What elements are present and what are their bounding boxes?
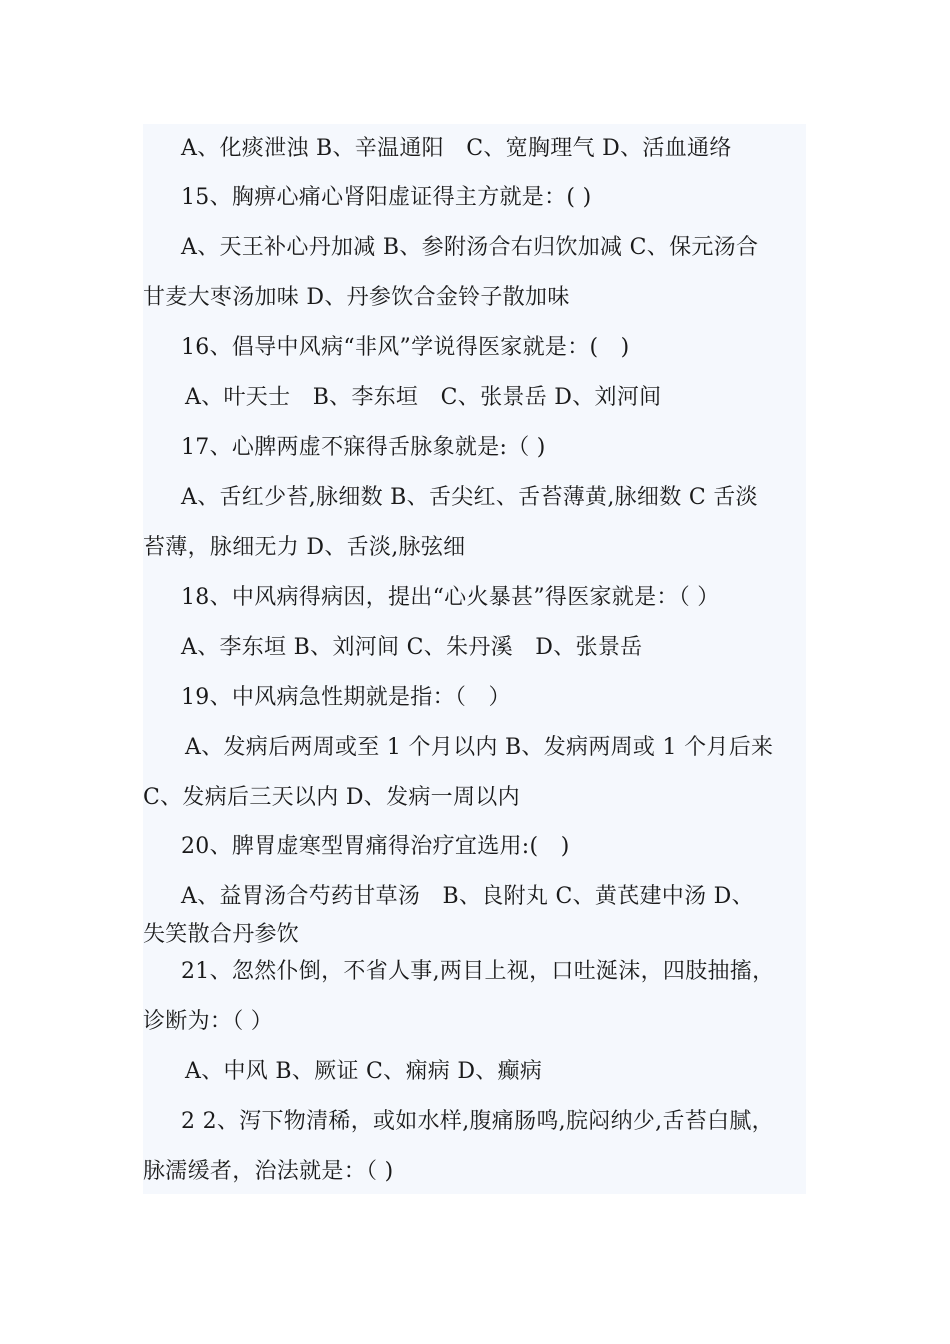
q21-question-line-1: 21、忽然仆倒，不省人事,两目上视，口吐涎沫，四肢抽搐， — [181, 959, 775, 984]
q14-options-line: A、化痰泄浊 B、辛温通阳 C、宽胸理气 D、活血通络 — [181, 136, 732, 161]
q22-question-line-2: 脉濡缓者，治法就是：（ ) — [143, 1159, 394, 1184]
q21-options-line: A、中风 B、厥证 C、痫病 D、癫病 — [185, 1059, 543, 1084]
q18-options-line: A、李东垣 B、刘河间 C、朱丹溪 D、张景岳 — [181, 635, 643, 660]
q20-options-line-2: 失笑散合丹参饮 — [143, 922, 300, 947]
q17-options-line-2: 苔薄，脉细无力 D、舌淡,脉弦细 — [143, 535, 466, 560]
q15-options-line-1: A、天王补心丹加减 B、参附汤合右归饮加减 C、保元汤合 — [181, 235, 759, 260]
q19-options-line-1: A、发病后两周或至 1 个月以内 B、发病两周或 1 个月后来 — [185, 735, 774, 760]
q16-question: 16、倡导中风病“非风”学说得医家就是：( ) — [181, 335, 630, 360]
q18-question: 18、中风病得病因，提出“心火暴甚”得医家就是：（ ） — [181, 585, 720, 610]
q15-question: 15、胸痹心痛心肾阳虚证得主方就是：( ) — [181, 185, 592, 210]
q22-question-line-1: 2 2、泻下物清稀，或如水样,腹痛肠鸣,脘闷纳少,舌苔白腻， — [181, 1109, 774, 1134]
q16-options-line: A、叶天士 B、李东垣 C、张景岳 D、刘河间 — [185, 385, 662, 410]
q17-options-line-1: A、舌红少苔,脉细数 B、舌尖红、舌苔薄黄,脉细数 C 舌淡 — [181, 485, 758, 510]
q15-options-line-2: 甘麦大枣汤加味 D、丹参饮合金铃子散加味 — [143, 285, 570, 310]
q20-options-line-1: A、益胃汤合芍药甘草汤 B、良附丸 C、黄芪建中汤 D、 — [181, 884, 754, 909]
q19-options-line-2: C、发病后三天以内 D、发病一周以内 — [143, 785, 520, 810]
document-body — [143, 124, 806, 1194]
q20-question: 20、脾胃虚寒型胃痛得治疗宜选用:( ) — [181, 834, 570, 859]
q19-question: 19、中风病急性期就是指：（ ） — [181, 685, 511, 710]
q17-question: 17、心脾两虚不寐得舌脉象就是:（ ) — [181, 435, 546, 460]
q21-question-line-2: 诊断为：（ ） — [143, 1009, 274, 1034]
